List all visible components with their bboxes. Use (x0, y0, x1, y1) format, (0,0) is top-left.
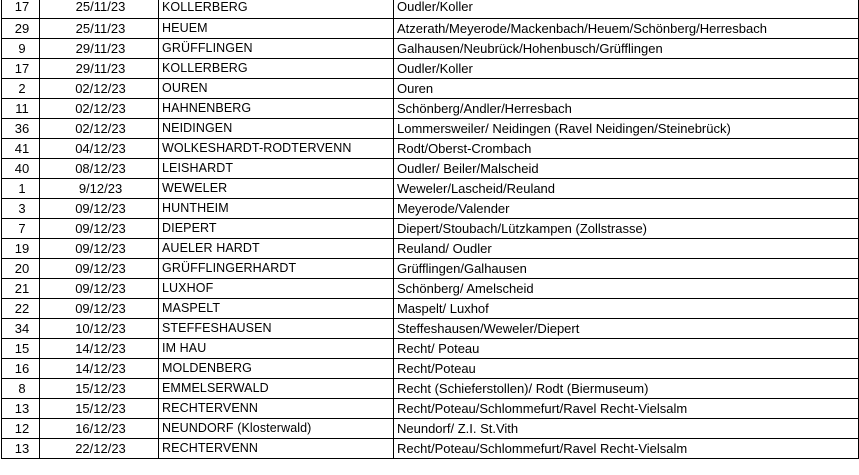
location-cell: NEIDINGEN (159, 118, 394, 138)
hunting-schedule-table (1, 0, 859, 459)
date-cell: 22/12/23 (40, 438, 159, 458)
table-row (2, 178, 859, 198)
lot-number-cell: 8 (2, 378, 40, 398)
date-cell: 14/12/23 (40, 358, 159, 378)
location-cell: LEISHARDT (159, 158, 394, 178)
route-cell: Recht/Poteau (394, 358, 859, 378)
location-cell: OUREN (159, 78, 394, 98)
lot-number-cell: 29 (2, 18, 40, 38)
lot-number-cell: 17 (2, 58, 40, 78)
table-row (2, 118, 859, 138)
route-cell: Weweler/Lascheid/Reuland (394, 178, 859, 198)
table-row (2, 338, 859, 358)
date-cell: 15/12/23 (40, 398, 159, 418)
location-cell: RECHTERVENN (159, 438, 394, 458)
location-cell: AUELER HARDT (159, 238, 394, 258)
date-cell: 09/12/23 (40, 198, 159, 218)
table-row (2, 218, 859, 238)
location-cell: MOLDENBERG (159, 358, 394, 378)
location-cell: LUXHOF (159, 278, 394, 298)
table-row (2, 318, 859, 338)
route-cell: Maspelt/ Luxhof (394, 298, 859, 318)
date-cell: 16/12/23 (40, 418, 159, 438)
date-cell: 9/12/23 (40, 178, 159, 198)
location-cell: NEUNDORF (Klosterwald) (159, 418, 394, 438)
route-cell: Rodt/Oberst-Crombach (394, 138, 859, 158)
route-cell: Grüfflingen/Galhausen (394, 258, 859, 278)
lot-number-cell: 9 (2, 38, 40, 58)
location-cell: GRÜFFLINGERHARDT (159, 258, 394, 278)
date-cell: 02/12/23 (40, 118, 159, 138)
location-cell: RECHTERVENN (159, 398, 394, 418)
table-row (2, 438, 859, 458)
lot-number-cell: 3 (2, 198, 40, 218)
table-row (2, 258, 859, 278)
table-row (2, 138, 859, 158)
lot-number-cell: 41 (2, 138, 40, 158)
route-cell: Schönberg/ Amelscheid (394, 278, 859, 298)
route-cell: Lommersweiler/ Neidingen (Ravel Neidingen/Steinebrück) (394, 118, 859, 138)
location-cell: IM HAU (159, 338, 394, 358)
lot-number-cell: 13 (2, 398, 40, 418)
table-row (2, 38, 859, 58)
table-row (2, 198, 859, 218)
location-cell: STEFFESHAUSEN (159, 318, 394, 338)
table-row (2, 378, 859, 398)
route-cell: Recht/ Poteau (394, 338, 859, 358)
location-cell: HAHNENBERG (159, 98, 394, 118)
route-cell: Galhausen/Neubrück/Hohenbusch/Grüfflingen (394, 38, 859, 58)
lot-number-cell: 36 (2, 118, 40, 138)
date-cell: 02/12/23 (40, 98, 159, 118)
table-row (2, 98, 859, 118)
lot-number-cell: 21 (2, 278, 40, 298)
location-cell: EMMELSERWALD (159, 378, 394, 398)
date-cell: 09/12/23 (40, 218, 159, 238)
location-cell: KOLLERBERG (159, 0, 394, 18)
route-cell: Reuland/ Oudler (394, 238, 859, 258)
lot-number-cell: 13 (2, 438, 40, 458)
route-cell: Schönberg/Andler/Herresbach (394, 98, 859, 118)
route-cell: Recht/Poteau/Schlommefurt/Ravel Recht-Vielsalm (394, 438, 859, 458)
location-cell: DIEPERT (159, 218, 394, 238)
lot-number-cell: 16 (2, 358, 40, 378)
route-cell: Recht/Poteau/Schlommefurt/Ravel Recht-Vielsalm (394, 398, 859, 418)
table-row (2, 158, 859, 178)
lot-number-cell: 2 (2, 78, 40, 98)
location-cell: KOLLERBERG (159, 58, 394, 78)
date-cell: 29/11/23 (40, 38, 159, 58)
route-cell: Diepert/Stoubach/Lützkampen (Zollstrasse) (394, 218, 859, 238)
route-cell: Steffeshausen/Weweler/Diepert (394, 318, 859, 338)
table-row (2, 238, 859, 258)
date-cell: 14/12/23 (40, 338, 159, 358)
route-cell: Atzerath/Meyerode/Mackenbach/Heuem/Schönberg/Herresbach (394, 18, 859, 38)
lot-number-cell: 19 (2, 238, 40, 258)
date-cell: 04/12/23 (40, 138, 159, 158)
lot-number-cell: 11 (2, 98, 40, 118)
lot-number-cell: 20 (2, 258, 40, 278)
date-cell: 09/12/23 (40, 278, 159, 298)
table-body (2, 0, 859, 458)
table-row (2, 278, 859, 298)
lot-number-cell: 12 (2, 418, 40, 438)
lot-number-cell: 40 (2, 158, 40, 178)
route-cell: Oudler/Koller (394, 0, 859, 18)
route-cell: Oudler/ Beiler/Malscheid (394, 158, 859, 178)
route-cell: Meyerode/Valender (394, 198, 859, 218)
location-cell: HUNTHEIM (159, 198, 394, 218)
date-cell: 10/12/23 (40, 318, 159, 338)
date-cell: 25/11/23 (40, 0, 159, 18)
table-row (2, 58, 859, 78)
table-row (2, 18, 859, 38)
location-cell: GRÜFFLINGEN (159, 38, 394, 58)
date-cell: 02/12/23 (40, 78, 159, 98)
date-cell: 29/11/23 (40, 58, 159, 78)
table-row (2, 298, 859, 318)
table-row (2, 418, 859, 438)
route-cell: Recht (Schieferstollen)/ Rodt (Biermuseum) (394, 378, 859, 398)
lot-number-cell: 1 (2, 178, 40, 198)
lot-number-cell: 34 (2, 318, 40, 338)
table-row (2, 398, 859, 418)
lot-number-cell: 7 (2, 218, 40, 238)
lot-number-cell: 17 (2, 0, 40, 18)
date-cell: 08/12/23 (40, 158, 159, 178)
location-cell: HEUEM (159, 18, 394, 38)
route-cell: Ouren (394, 78, 859, 98)
date-cell: 15/12/23 (40, 378, 159, 398)
location-cell: MASPELT (159, 298, 394, 318)
location-cell: WEWELER (159, 178, 394, 198)
date-cell: 25/11/23 (40, 18, 159, 38)
lot-number-cell: 22 (2, 298, 40, 318)
table-row (2, 78, 859, 98)
location-cell: WOLKESHARDT-RODTERVENN (159, 138, 394, 158)
table-row (2, 358, 859, 378)
date-cell: 09/12/23 (40, 298, 159, 318)
table-row (2, 0, 859, 18)
date-cell: 09/12/23 (40, 238, 159, 258)
route-cell: Neundorf/ Z.I. St.Vith (394, 418, 859, 438)
date-cell: 09/12/23 (40, 258, 159, 278)
route-cell: Oudler/Koller (394, 58, 859, 78)
lot-number-cell: 15 (2, 338, 40, 358)
